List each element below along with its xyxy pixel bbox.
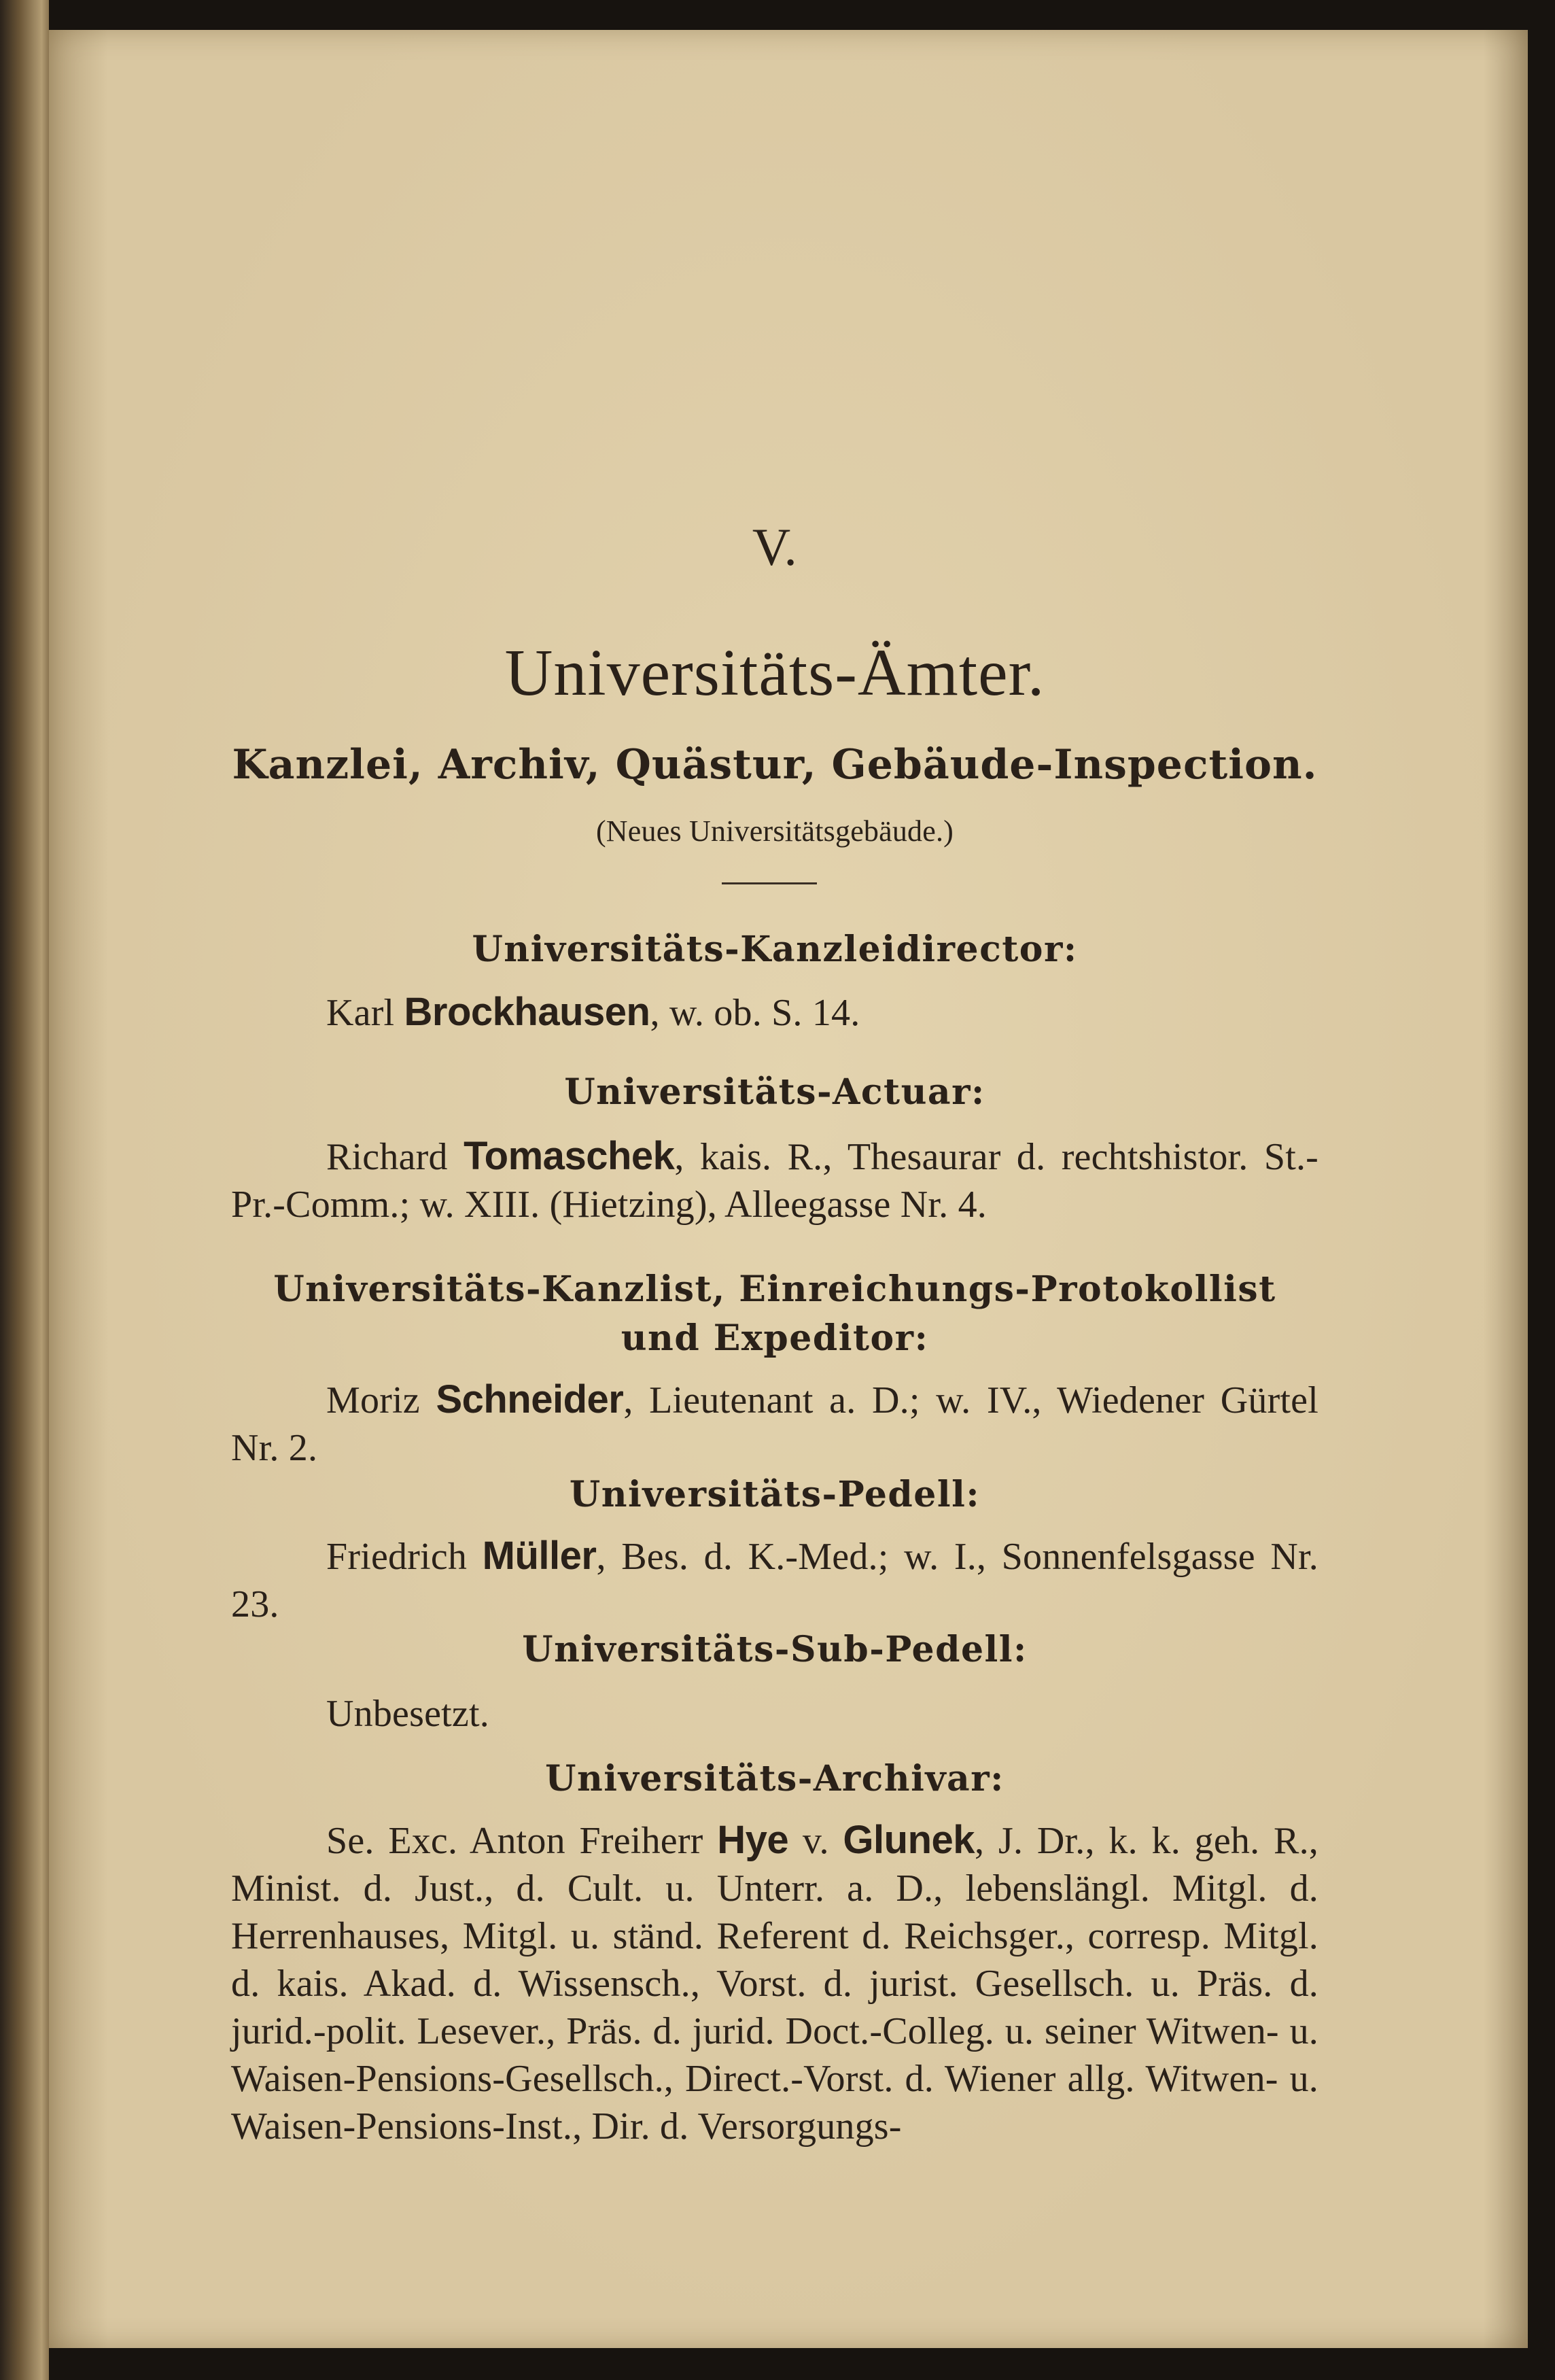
location-note: (Neues Universitätsgebäude.): [595, 814, 954, 848]
first-name: Karl: [326, 992, 395, 1034]
title-prefix: Se. Exc. Anton Freiherr: [326, 1820, 703, 1862]
entry-pedell: [231, 1532, 1318, 1628]
surname: Tomaschek: [464, 1134, 675, 1178]
entry-sub-pedell: Unbesetzt.: [326, 1693, 489, 1735]
chapter-number: V.: [752, 517, 798, 576]
entry-details: , w. ob. S. 14.: [650, 992, 860, 1034]
surname: Schneider: [436, 1377, 624, 1421]
heading-kanzleidirector: Universitäts-Kanzleidirector:: [472, 929, 1078, 970]
entry-kanzleidirector: [231, 988, 1318, 1037]
heading-kanzlist-line2: und Expeditor:: [621, 1317, 929, 1359]
heading-kanzlist-line1: Universitäts-Kanzlist, Einreichungs-Protokollist: [273, 1269, 1276, 1310]
book-spine-edge: [0, 0, 49, 2380]
surname: Müller: [482, 1534, 597, 1578]
heading-actuar: Universitäts-Actuar:: [564, 1071, 985, 1113]
entry-actuar: [231, 1133, 1318, 1228]
title-divider: [722, 882, 817, 884]
entry-details: , Bes. d. K.-Med.; w. I., Sonnenfelsgasse Nr. 23.: [231, 1536, 1318, 1625]
first-name: Friedrich: [326, 1536, 468, 1578]
entry-details: , J. Dr., k. k. geh. R., Minist. d. Just., d. Cult. u. Unterr. a. D., lebenslängl. Mitgl. d. Herrenhauses, Mitgl. u. ständ. Referent d. Reichsger., corresp. Mitgl. d. kais. Akad. d. Wissensch., Vorst. d. jurist. Gesellsch. u. Präs. d. jurid.-polit. Lesever., Präs. d. jurid. Doct.-Colleg. u. seiner Witwen- u. Waisen-Pensions-Gesellsch., Direct.-Vorst. d. Wiener allg. Witwen- u. Waisen-Pensions-Inst., Dir. d. Versorgungs-: [231, 1820, 1318, 2148]
entry-details: , kais. R., Thesaurar d. rechtshistor. St.-Pr.-Comm.; w. XIII. (Hietzing), Alleegasse Nr. 4.: [231, 1136, 1319, 1226]
first-name: Moriz: [326, 1379, 420, 1421]
entry-archivar: [231, 1816, 1318, 2150]
surname: Hye: [717, 1818, 789, 1862]
first-name: Richard: [326, 1136, 448, 1178]
page-subtitle: Kanzlei, Archiv, Quästur, Gebäude-Inspection.: [232, 741, 1318, 789]
nobiliary-particle: v.: [802, 1820, 829, 1862]
heading-pedell: Universitäts-Pedell:: [569, 1474, 981, 1515]
heading-archivar: Universitäts-Archivar:: [545, 1758, 1004, 1799]
heading-sub-pedell: Universitäts-Sub-Pedell:: [522, 1629, 1028, 1670]
surname-second: Glunek: [843, 1818, 975, 1862]
page-title: Universitäts-Ämter.: [504, 636, 1045, 710]
entry-details: , Lieutenant a. D.; w. IV., Wiedener Gürtel Nr. 2.: [231, 1379, 1318, 1469]
surname: Brockhausen: [404, 990, 650, 1034]
entry-kanzlist: [231, 1376, 1318, 1472]
